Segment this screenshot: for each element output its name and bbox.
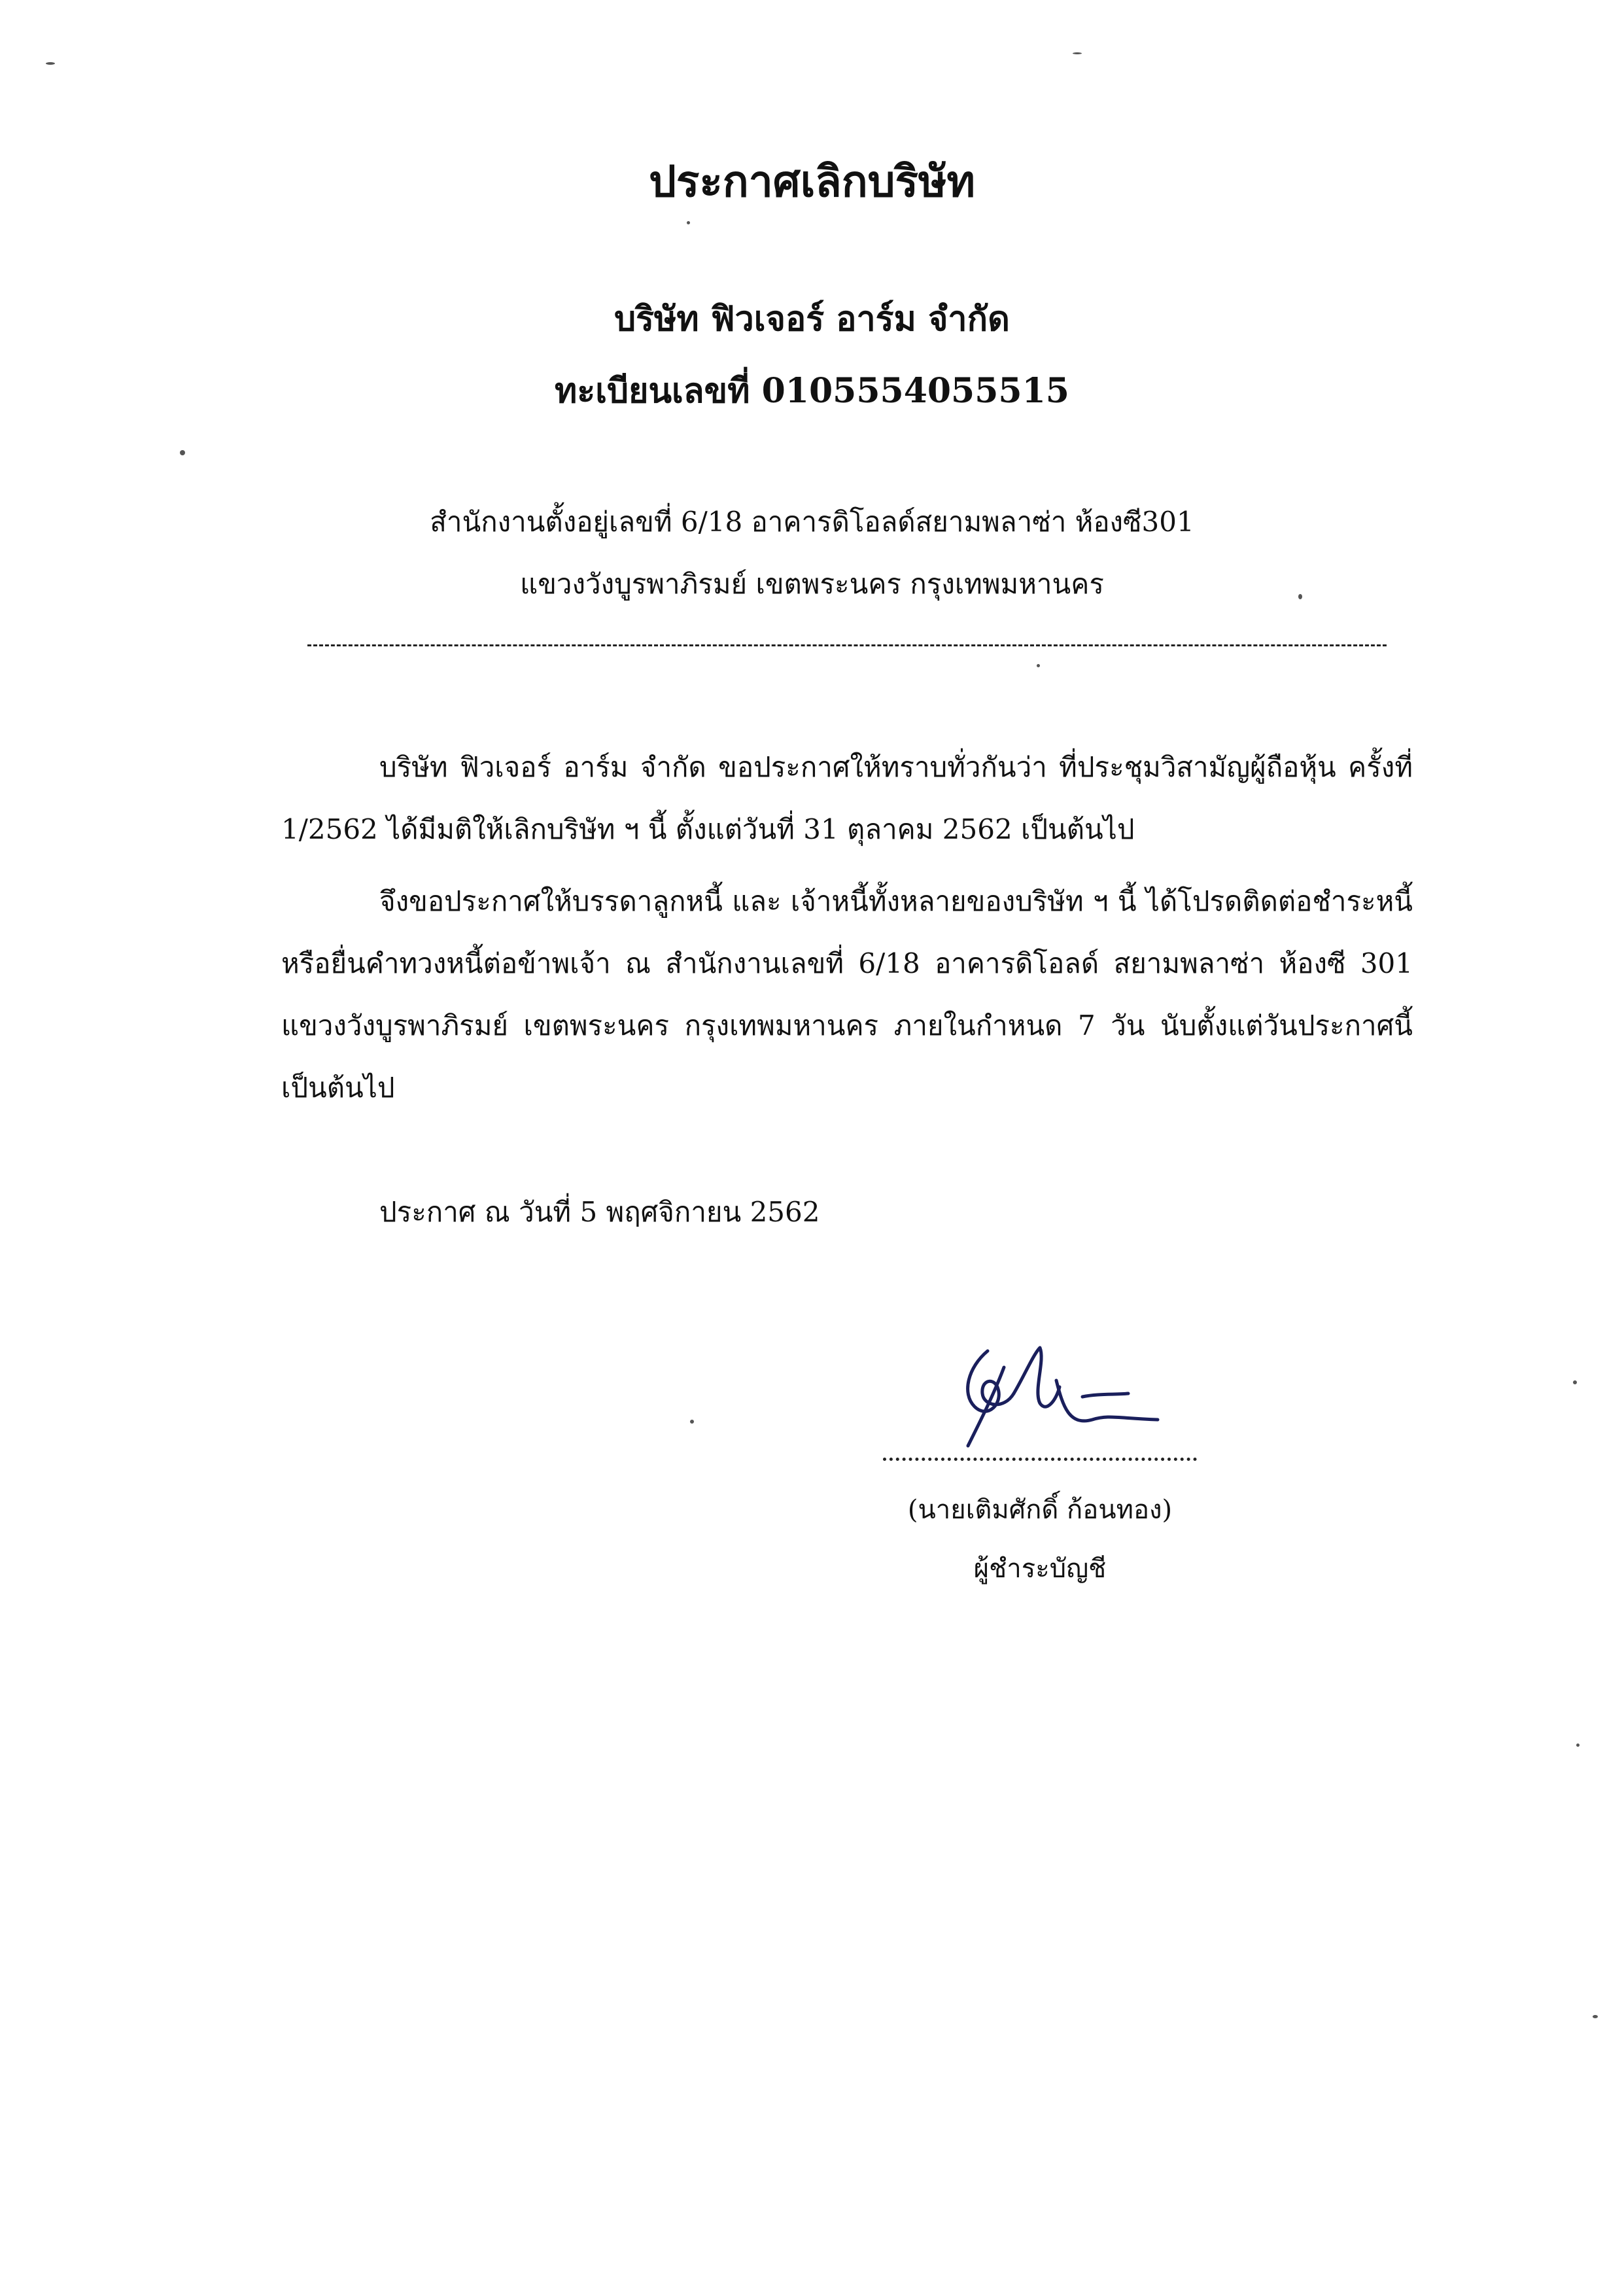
paragraph-creditor-notice: จึงขอประกาศให้บรรดาลูกหนี้ และ เจ้าหนี้ทั้งหลายของบริษัท ฯ นี้ ได้โปรดติดต่อชำระหนี้หรือยื่นคำทวงหนี้ต่อข้าพเจ้า ณ สำนักงานเลขที่ 6/18 อาคารดิโอลด์ สยามพลาซ่า ห้องซี 301 แขวงวังบูรพาภิรมย์ เขตพระนคร กรุงเทพมหานคร ภายในกำหนด 7 วัน นับตั้งแต่วันประกาศนี้เป็นต้นไป (281, 885, 1413, 1104)
scan-speck (1073, 52, 1082, 54)
announcement-date: ประกาศ ณ วันที่ 5 พฤศจิกายน 2562 (379, 1196, 820, 1228)
notice-title: ประกาศเลิกบริษัท (648, 156, 976, 207)
signer-role: ผู้ชำระบัญชี (973, 1554, 1107, 1584)
dashed-divider (307, 644, 1387, 646)
scan-speck (690, 1420, 694, 1424)
office-address-line-2: แขวงวังบูรพาภิรมย์ เขตพระนคร กรุงเทพมหานคร (520, 568, 1104, 600)
scan-speck (1593, 2015, 1598, 2018)
registration-number: ทะเบียนเลขที่ 0105554055515 (555, 371, 1069, 411)
scan-speck (687, 221, 690, 224)
scan-speck (1298, 594, 1302, 599)
paragraph-dissolution-resolution: บริษัท ฟิวเจอร์ อาร์ม จำกัด ขอประกาศให้ทราบทั่วกันว่า ที่ประชุมวิสามัญผู้ถือหุ้น ครั้งที่ 1/2562 ได้มีมติให้เลิกบริษัท ฯ นี้ ตั้งแต่วันที่ 31 ตุลาคม 2562 เป็นต้นไป (281, 751, 1413, 845)
scan-speck (180, 450, 185, 455)
scan-speck (1573, 1380, 1577, 1384)
signature-dotted-line (883, 1458, 1197, 1461)
scan-speck (46, 62, 55, 65)
handwritten-signature (942, 1341, 1177, 1459)
scan-speck (1576, 1743, 1580, 1747)
company-name: บริษัท ฟิวเจอร์ อาร์ม จำกัด (614, 299, 1010, 339)
office-address-line-1: สำนักงานตั้งอยู่เลขที่ 6/18 อาคารดิโอลด์สยามพลาซ่า ห้องซี301 (430, 506, 1194, 538)
signer-name: (นายเติมศักดิ์ ก้อนทอง) (907, 1495, 1173, 1525)
scan-speck (1037, 664, 1040, 667)
